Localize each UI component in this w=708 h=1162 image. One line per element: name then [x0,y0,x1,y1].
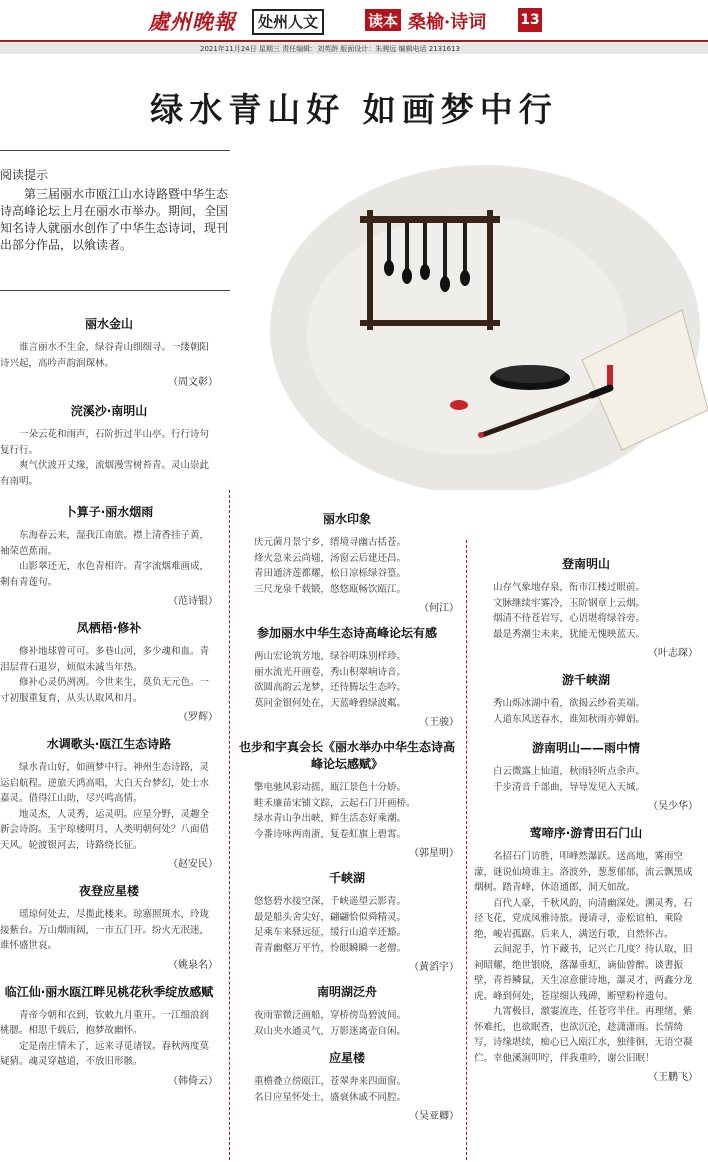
poem-line: 人道东风送春水，谁知秋雨亦婵娟。 [493,713,646,725]
poem-line: 绿水青山好，如画梦中行。神州生态诗路，灵运启航程。逆旅天鸿高唱，大白天台梦幻，处士水嘉灵。借得江山助，尽兴鸣高情。 [0,762,210,804]
poem-line: 最是秀潮尘未来，犹能无愧映蓝天。 [493,628,646,640]
poem-title: 参加丽水中华生态诗高峰论坛有感 [256,626,437,640]
poem-author: （周文彰） [168,377,218,388]
poem-author: （罗辉） [178,712,218,723]
poem-column-1 [0,315,218,1099]
poem-line: 一朵云花和雨声，石阶折过半山亭。行行诗句复行行。 [0,429,210,456]
poem-title: 丽水金山 [84,317,133,331]
masthead [0,0,708,42]
poem-title: 凤栖梧·修补 [76,621,142,635]
poem-title: 临江仙·丽水瓯江畔见桃花秋季绽放感赋 [4,984,214,999]
poem-line: 足乘车来驿远征，缓行山道幸还豁。 [254,927,407,938]
poem [0,735,218,870]
poem-line: 重檐叠立傍瓯江，苍翠奔来四面窗。 [254,1076,407,1087]
header-rule [0,40,708,42]
poem-body [474,580,698,642]
poem-body [235,894,459,956]
poem-line: 秀山烁冰湖中看，欲揭云纱看美端。 [493,698,646,709]
poem-line: 九霄极目，激霎流连，任苍穹半住。再理绪，紫怀难托，也欲眠香，也欲沉沦，趁潇潇雨。长情绮写，诗缘堪续，痴心已入瓯江水，独徘徊，无语空凝伫。幸他溪涧叩咛，伴我重吟，谢公旧眠！ [474,1006,693,1064]
poem-author: （王骏） [419,717,459,728]
poem-body [235,535,459,597]
poem-body [474,696,698,727]
poem-title: 千峡湖 [328,871,365,885]
poem-line: 擎电驰风彩动摇，瓯江景色十分娇。 [254,782,407,793]
lead-title: 阅读提示 [0,168,49,182]
newspaper-logo: 處州晚報 [148,9,236,34]
poem [235,1049,459,1122]
poem-author: （吴少华） [648,801,698,812]
poem-line: 地灵杰，人灵秀，运灵明。应星分野，灵趣全新会诗韵。玉宇琼楼明月，人类明朝何处？八面借天风。轮渡银河去，诗路绕长征。 [0,808,210,851]
poem-body [235,649,459,711]
poem-line: 修补心灵仍冽冽。今世来生，莫负无元色。一寸初服重复育，从头认取风和月。 [0,677,210,704]
poem-author: （何江） [419,603,459,614]
poem [474,671,698,727]
poem-body [0,340,218,371]
poem-title: 应星楼 [328,1051,365,1065]
poem-title: 也步和宇真会长《丽水举办中华生态诗高峰论坛感赋》 [238,740,455,771]
poem [0,983,218,1087]
poem [235,738,459,859]
poem-title: 浣溪沙·南明山 [70,404,148,418]
poem-title: 登南明山 [561,557,610,571]
poem-line: 爽气伏波开丈缘，流烟漫雪树苔青。灵山崇此有南明。 [0,460,210,487]
poem-line: 谁言丽水不生金，绿谷青山细细寻。一缕朝阳诗兴起，高吟声韵润琛林。 [0,342,210,369]
poem-line: 最是船头舍尖好，翩翩恰似舜精灵。 [254,911,407,923]
poem-title: 卜算子·丽水烟雨 [64,505,154,519]
poem-title: 南明湖泛舟 [316,985,377,999]
poem-line: 山存气象地存泉，衔市江楼过眼前。 [493,582,646,593]
poem-author: （王鹏飞） [648,1072,698,1083]
poem-body [0,760,218,853]
poem-author: （范诗银） [168,596,218,607]
poem [235,869,459,973]
poem-title: 丽水印象 [322,512,371,526]
lead-text: 第三届丽水市瓯江山水诗路暨中华生态诗高峰论坛上月在丽水市举办。期间，全国知名诗人就丽水创作了中华生态诗词，现刊出部分作品，以飨读者。 [0,187,229,252]
poem-line: 今番诗咏两南浙，复卷虹旗上碧霄。 [254,828,407,840]
page-number: 13 [518,8,542,32]
poem-line: 名招石门访胜，叩峰然瀑跃。送高地，雾雨空濛，谜说仙境谁主。洛波外，葱葱郁郁，流云飘黑成烟树。踏青峰，休语通郎，洞天如故。 [474,851,693,893]
poem-line: 两山宏论筑芳地，绿谷明珠别样珍。 [254,651,407,662]
poem-line: 烽火急来云尚媸，汤窗云后建还昌。 [254,552,407,564]
poem [474,824,698,1083]
poem-line: 文脉继续牢雾冷，玉阶钢章上云烟。 [493,597,646,609]
poem-line: 青帝今朝和衣到，钦敕九月重开。一江细浪润桃腮。相思千载后，抱梦故幽怀。 [0,1009,210,1036]
poem-line: 定是南庄情未了，远来寻觅诸钗。春秋两度莫疑猜。魂灵穿越道，不放旧形骸。 [0,1040,210,1067]
poem-author: （姚泉名） [168,959,218,971]
poem-line: 双山夹水通灵气，万影迷离壶自闲。 [254,1025,407,1037]
poem-body [0,907,218,954]
poem-line: 瑶琼何处去，尽揽此楼来。琼寨照斑水，玲珑接紫台。万山烟雨阔，一市五门开。纷火无泯迷，谁怀盛世哀。 [0,909,210,951]
poem-title: 水调歌头·瓯江生态诗路 [46,737,172,751]
poem-line: 青青幽壑万平竹，怜眼瞬瞬一老僧。 [254,942,407,954]
poem-line: 百代人豪，千秋风韵，向清幽深处。溯灵秀，石径飞花，党成凤雅诗旅。谩请寻，壶松谊柏，乘险绝，峻岩孤踞。后来人，满送行歌，自然怀古。 [474,897,693,940]
dateline: 2021年11月24日 星期三 责任编辑：刘英龄 版面设计：朱骋远 编辑电话 2131613 [200,45,460,53]
poem-author: （郭星明） [409,848,459,859]
column-divider [466,540,467,1160]
poem-line: 千步清音千部曲，导导发见入天城。 [493,781,646,793]
poem [235,983,459,1039]
poem [0,402,218,489]
poem [235,510,459,614]
lead-rule-bottom [0,290,230,291]
poem-line: 青田通济莲都耀，松日凉栎绿谷篁。 [254,568,407,579]
poem-title: 游千峡湖 [561,673,610,687]
poem-line: 欲圆高韵云龙梦，还待腾坛生态吟。 [254,682,407,693]
poem-author: （赵安民） [168,859,218,870]
poem-column-3 [474,555,698,1095]
poem [0,882,218,971]
poem-author: （叶志琛） [648,648,698,659]
poem [235,624,459,728]
poem-title: 夜登应星楼 [78,884,139,898]
poem-line: 悠悠碧水接空深，千峡遥望云影青。 [254,896,407,907]
poem-body [0,427,218,489]
ink-brush-illustration [262,150,708,490]
poem-line: 烟清不待苍岩写，心语堪将绿谷旁。 [493,613,646,624]
poem-title: 游南明山——雨中情 [531,741,640,755]
poem-title: 莺啼序·游青田石门山 [529,826,643,840]
poem-body [0,1008,218,1070]
poem-line: 山影翠还无，水色青相许。青字流烟难画成，剩有青莲句。 [0,561,210,588]
poem-author: （黄滔宇） [409,962,459,973]
section-name: 桑榆·诗词 [408,12,487,33]
poem-line: 夜雨霏微泛画船，穿桥傍岛碧波间。 [254,1010,407,1021]
poem-line: 东海春云来，湿我江南旅。襟上清香挂子黄，袖荣芭蕉雨。 [0,530,210,557]
poem-line: 白云微露上仙道，秋雨轻听点余声。 [493,766,646,777]
poem-line: 莫问金银何处在，天蓝峰碧绿波粼。 [254,697,407,709]
poem-body [474,764,698,795]
poem-column-2 [235,510,459,1132]
poem [474,739,698,812]
poem-body [474,849,698,1066]
poem [0,619,218,723]
poem-body [0,644,218,706]
poem-body [235,780,459,842]
poem-author: （吴亚卿） [409,1111,459,1122]
poem-line: 绿水青山争出峡，鲜生活态好乘潮。 [254,813,407,824]
poem-body [0,528,218,590]
poem-line: 畦禾廉苗宋铺文踪，云起石门开画桥。 [254,797,416,809]
poem [474,555,698,659]
lead-rule-top [0,150,230,151]
section-badge: 读本 [365,9,401,31]
poem-line: 修补地球曾可可。多巷山河，多少魂和血。青泪层背石退岁，烦似未减当年热。 [0,646,210,673]
poem-body [235,1008,459,1039]
poem-line: 名日应星怀处士，盛衰休戚不同腔。 [254,1091,407,1103]
poem-line: 丽水流光开画卷，秀山积翠响诗音。 [254,666,407,678]
poem [0,315,218,388]
headline: 绿水青山好 如画梦中行 [150,90,558,129]
poem-body [235,1074,459,1105]
poem-author: （韩倚云） [168,1075,218,1087]
poem-line: 云间泥手，竹下藏书，记兴亡几度？待认取，旧祠昭耀，绝世银晓，落瀑垂虹，谪仙曾醉。谈書振壁，青苔鳞鼠，天生凉意催诗地，瀑灵才，两鑫分龙虎。峰到何处，苍崖细认残碑，断壁粉梓遗句。 [474,944,693,1002]
section-label: 处州人文 [252,9,324,35]
poem-line: 庆元菌月景宁乡，缙境寻幽古括苍。 [254,537,407,548]
column-divider [229,490,230,1160]
poem [0,503,218,607]
poem-line: 三尺龙泉千载锻，悠悠瓯畅饮瓯江。 [254,583,407,595]
